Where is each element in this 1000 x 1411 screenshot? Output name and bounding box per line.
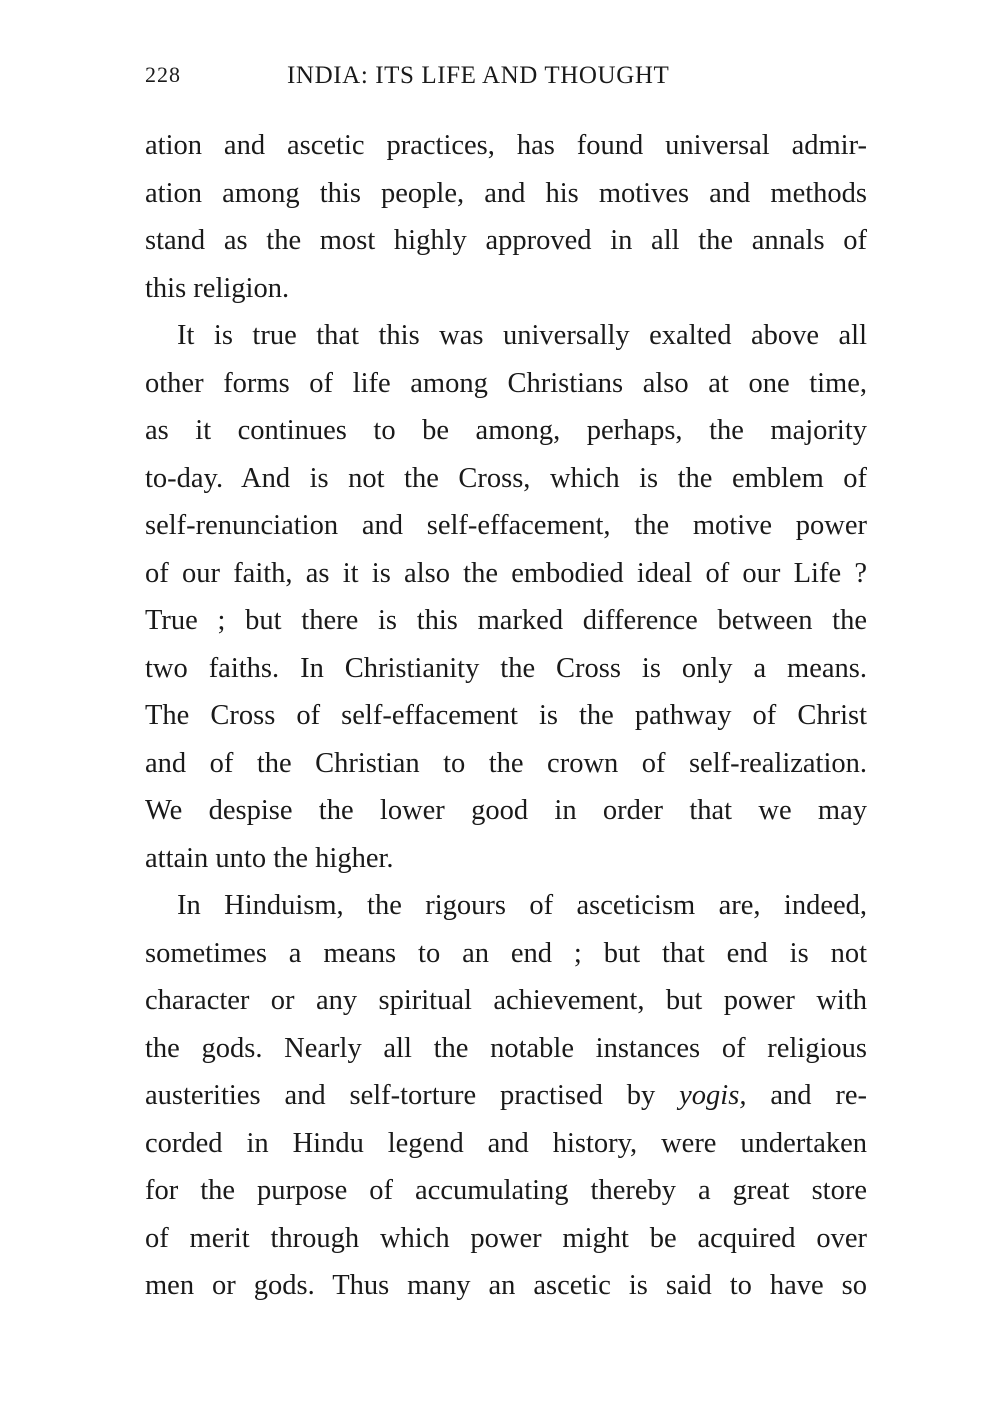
text-line: of our faith, as it is also the embodied ideal of our Life ? (145, 557, 867, 589)
paragraph (145, 312, 867, 882)
text-line: two faiths. In Christianity the Cross is only a means. (145, 652, 867, 684)
text-line: other forms of life among Christians also at one time, (145, 367, 867, 399)
text-line: ation and ascetic practices, has found universal admir- (145, 130, 867, 161)
text-line: to-day. And is not the Cross, which is the emblem of (145, 462, 867, 494)
text-line: We despise the lower good in order that we may (145, 795, 867, 826)
text-line: for the purpose of accumulating thereby a great store (145, 1175, 867, 1206)
paragraph (145, 882, 867, 1310)
running-header (145, 62, 865, 98)
body-text (145, 122, 867, 1310)
text-line: ation among this people, and his motives and methods (145, 177, 867, 209)
text-line: as it continues to be among, perhaps, the majority (145, 415, 867, 446)
text-line: True ; but there is this marked difference between the (145, 605, 867, 636)
text-line: character or any spiritual achievement, but power with (145, 985, 867, 1016)
paragraph (145, 122, 867, 312)
text-line: corded in Hindu legend and history, were undertaken (145, 1127, 867, 1159)
page-number: 228 (145, 62, 181, 87)
text-line: sometimes a means to an end ; but that end is not (145, 937, 867, 969)
text-line: attain unto the higher. (145, 842, 394, 874)
text-line-with-italic (145, 1072, 867, 1120)
text-line: and of the Christian to the crown of self-realization. (145, 747, 867, 779)
text-line: this religion. (145, 272, 290, 304)
text-line: self-renunciation and self-effacement, the motive power (145, 510, 867, 541)
text-line: of merit through which power might be acquired over (145, 1222, 867, 1254)
text-line: the gods. Nearly all the notable instances of religious (145, 1032, 867, 1064)
text-line: The Cross of self-effacement is the pathway of Christ (145, 700, 867, 731)
italic-term: yogis, (679, 1080, 747, 1111)
running-title: INDIA: ITS LIFE AND THOUGHT (287, 62, 670, 89)
text-line: men or gods. Thus many an ascetic is said to have so (145, 1270, 867, 1301)
text-line: stand as the most highly approved in all the annals of (145, 225, 867, 256)
text-line: In Hinduism, the rigours of asceticism are, indeed, (177, 890, 867, 921)
text-segment: and re- (770, 1080, 868, 1111)
text-line: It is true that this was universally exalted above all (177, 320, 867, 351)
text-segment: austerities and self-torture practised by (145, 1080, 656, 1111)
